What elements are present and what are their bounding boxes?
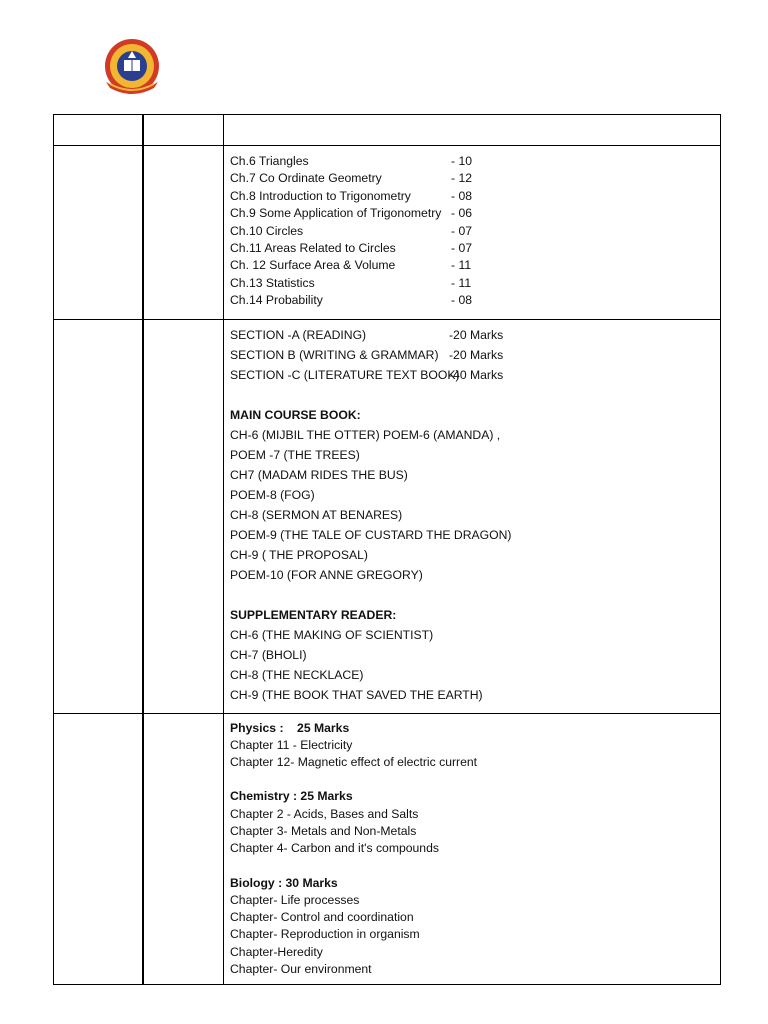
biology-heading: Biology : 30 Marks [230,875,338,890]
subject-cell [54,319,144,713]
list-item: CH7 (MADAM RIDES THE BUS) [230,467,408,482]
list-item: SECTION B (WRITING & GRAMMAR) -20 Marks [230,347,504,362]
list-item: CH-8 (SERMON AT BENARES) [230,507,403,522]
list-item: Chapter 12- Magnetic effect of electric current [230,755,478,770]
syllabus-cell-science [224,713,721,985]
subject-cell [54,713,144,985]
table-row-maths [54,146,721,320]
syllabus-table [53,114,721,985]
english-block [230,320,720,713]
list-item: CH-8 (THE NECKLACE) [230,667,364,682]
table-row-english [54,319,721,713]
list-item: Chapter- Our environment [230,962,372,977]
list-item: POEM -7 (THE TREES) [230,447,360,462]
list-item: Ch.11 Areas Related to Circles - 07 [230,240,473,255]
list-item: Chapter- Reproduction in organism [230,927,420,942]
header-cell-2 [143,115,224,146]
main-course-heading: MAIN COURSE BOOK: [230,407,361,422]
list-item: CH-9 (THE BOOK THAT SAVED THE EARTH) [230,687,483,702]
list-item: Ch.14 Probability - 08 [230,293,473,308]
date-cell [143,319,224,713]
list-item: Ch.9 Some Application of Trigonometry - 06 [230,206,473,221]
list-item: Chapter- Life processes [230,892,360,907]
list-item: Chapter 3- Metals and Non-Metals [230,824,417,838]
school-emblem-icon [100,36,164,100]
syllabus-cell-english [224,319,721,713]
list-item: Ch. 12 Surface Area & Volume - 11 [230,258,472,273]
list-item: Chapter 2 - Acids, Bases and Salts [230,806,419,821]
list-item: CH-6 (THE MAKING OF SCIENTIST) [230,627,434,642]
list-item: Ch.6 Triangles - 10 [230,154,473,168]
list-item: Ch.8 Introduction to Trigonometry - 08 [230,188,473,203]
list-item: Chapter- Control and coordination [230,910,414,925]
table-header-row [54,115,721,146]
chemistry-heading: Chemistry : 25 Marks [230,789,353,804]
list-item: POEM-10 (FOR ANNE GREGORY) [230,567,423,582]
list-item: Chapter 4- Carbon and it's compounds [230,841,439,856]
list-item: Ch.7 Co Ordinate Geometry - 12 [230,171,473,186]
list-item: POEM-9 (THE TALE OF CUSTARD THE DRAGON) [230,527,512,542]
maths-topic-list [230,146,720,319]
table-row-science [54,713,721,985]
header-cell-1 [54,115,144,146]
list-item: SECTION -C (LITERATURE TEXT BOOK) -40 Marks [230,367,504,382]
list-item: CH-6 (MIJBIL THE OTTER) POEM-6 (AMANDA) , [230,427,501,442]
list-item: SECTION -A (READING) -20 Marks [230,327,504,342]
subject-cell [54,146,144,320]
physics-heading: Physics : 25 Marks [230,720,350,735]
supplementary-heading: SUPPLEMENTARY READER: [230,607,397,622]
list-item: Ch.13 Statistics - 11 [230,275,472,290]
list-item: Chapter 11 - Electricity [230,737,353,752]
list-item: CH-7 (BHOLI) [230,647,307,662]
science-block [230,714,720,985]
list-item: POEM-8 (FOG) [230,487,315,502]
list-item: Chapter-Heredity [230,944,323,959]
header-cell-3 [224,115,721,146]
list-item: Ch.10 Circles - 07 [230,223,473,238]
list-item: CH-9 ( THE PROPOSAL) [230,547,368,562]
syllabus-cell-maths [224,146,721,320]
date-cell [143,713,224,985]
date-cell [143,146,224,320]
